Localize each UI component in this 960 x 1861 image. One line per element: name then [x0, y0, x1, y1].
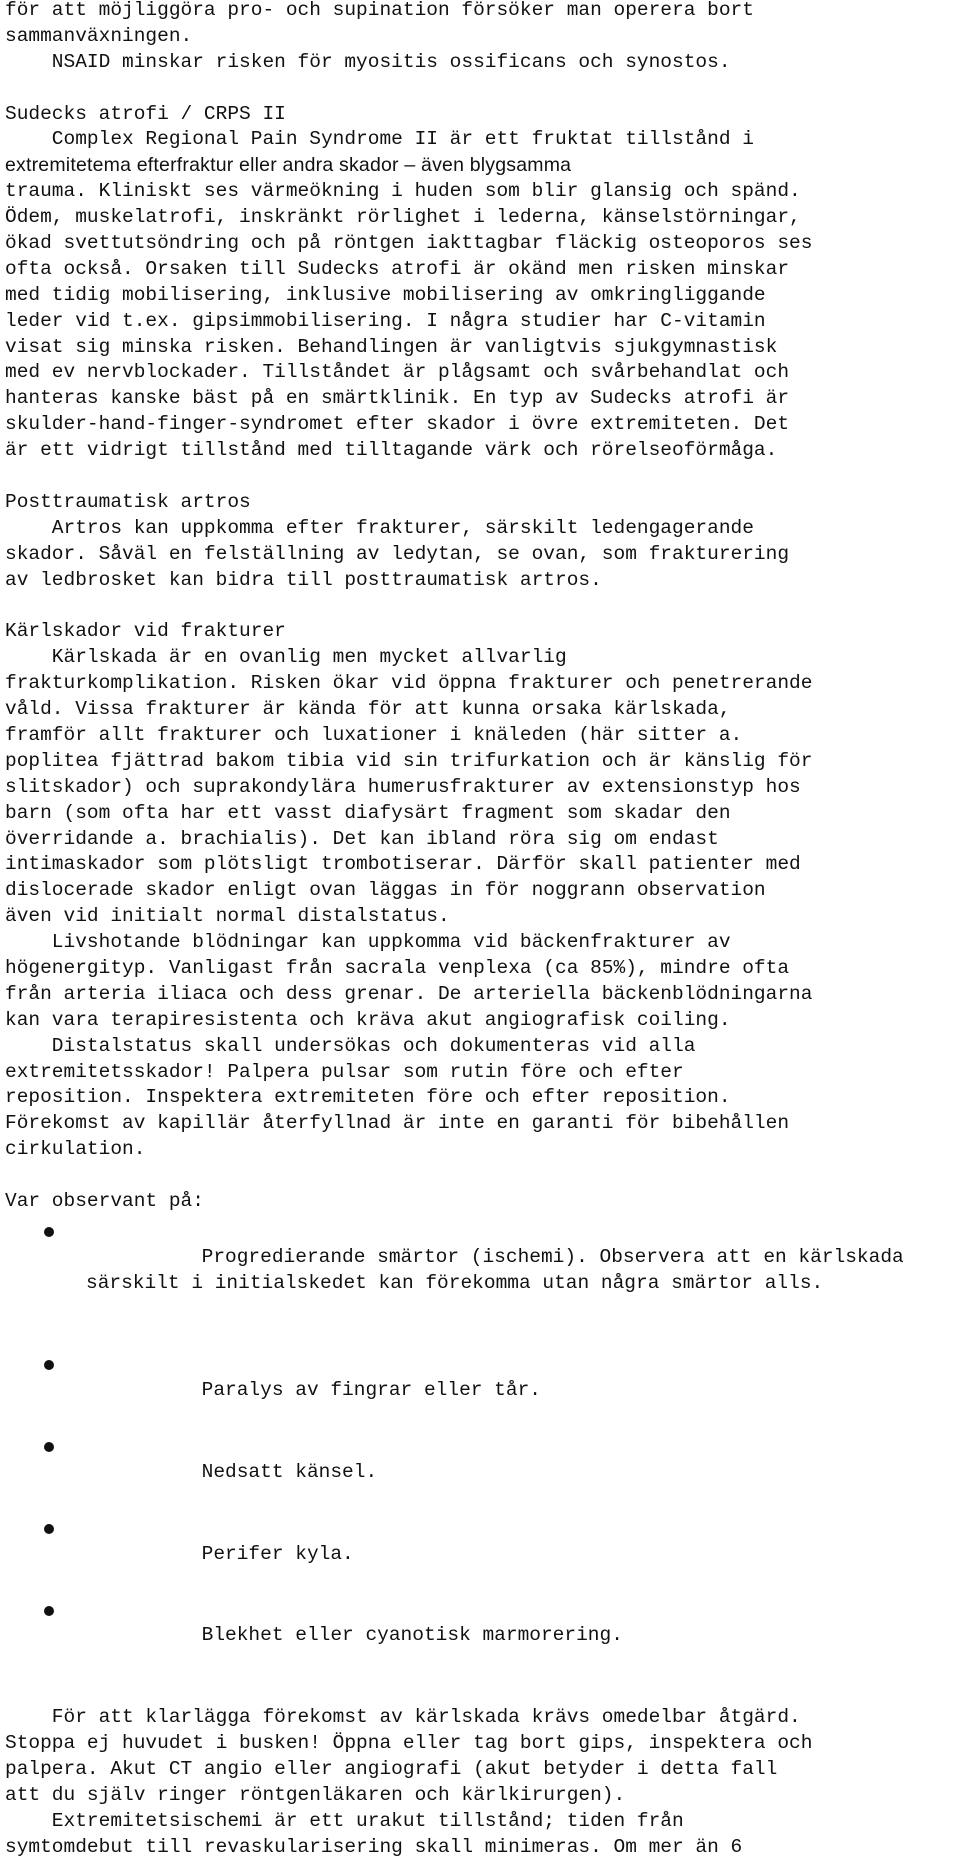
- paragraph-gap: [5, 1163, 955, 1189]
- paragraph-gap: [5, 593, 955, 619]
- text-line: även vid initialt normal distalstatus.: [5, 905, 450, 928]
- text-line: Complex Regional Pain Syndrome II är ett fruktat tillstånd i: [5, 128, 754, 151]
- text-line: våld. Vissa frakturer är kända för att kunna orsaka kärlskada,: [5, 698, 731, 721]
- bullet-icon: [44, 1227, 54, 1237]
- text-line: ökad svettutsöndring och på röntgen iakttagbar fläckig osteoporos ses: [5, 232, 813, 255]
- list-item-continuation: särskilt i initialskedet kan förekomma utan några smärtor alls.: [86, 1271, 824, 1294]
- text-line: sammanväxningen.: [5, 24, 193, 47]
- text-line: Artros kan uppkomma efter frakturer, särskilt ledengagerande: [5, 516, 754, 539]
- list-item-text: Nedsatt känsel.: [201, 1461, 378, 1484]
- section-heading: Var observant på:: [5, 1189, 204, 1212]
- section-sudeck: [5, 102, 955, 464]
- section-artros: [5, 490, 955, 594]
- text-line: Distalstatus skall undersökas och dokumenteras vid alla: [5, 1034, 696, 1057]
- bullet-list: [5, 1219, 955, 1675]
- text-line: extremitetema efterfraktur eller andra skador – även blygsamma: [5, 154, 572, 177]
- section-heading: Sudecks atrofi / CRPS II: [5, 102, 286, 125]
- section-observe: [5, 1189, 955, 1675]
- text-line: NSAID minskar risken för myositis ossificans och synostos.: [5, 50, 731, 73]
- text-line: slitskador) och suprakondylära humerusfrakturer av extensionstyp hos: [5, 775, 801, 798]
- bullet-icon: [44, 1524, 54, 1534]
- text-line: visat sig minska risken. Behandlingen är vanligtvis sjukgymnastisk: [5, 335, 778, 358]
- closing-paragraph: [5, 1705, 955, 1860]
- paragraph-gap: [5, 1679, 955, 1705]
- text-line: palpera. Akut CT angio eller angiografi (akut betyder i detta fall: [5, 1757, 778, 1780]
- list-item-text: Perifer kyla.: [201, 1542, 354, 1565]
- text-line: framför allt frakturer och luxationer i knäleden (här sitter a.: [5, 723, 743, 746]
- section-karlskador: [5, 619, 955, 1163]
- text-line: För att klarlägga förekomst av kärlskada krävs omedelbar åtgärd.: [5, 1706, 801, 1729]
- paragraph-gap: [5, 76, 955, 102]
- list-item: [5, 1219, 955, 1349]
- text-line: högenergityp. Vanligast från sacrala venplexa (ca 85%), mindre ofta: [5, 956, 790, 979]
- text-line: Stoppa ej huvudet i busken! Öppna eller tag bort gips, inspektera och: [5, 1732, 813, 1755]
- list-item: [5, 1598, 955, 1676]
- text-line: Kärlskada är en ovanlig men mycket allvarlig: [5, 646, 567, 669]
- list-item: [5, 1434, 955, 1512]
- text-line: dislocerade skador enligt ovan läggas in för noggrann observation: [5, 879, 766, 902]
- text-line: reposition. Inspektera extremiteten före och efter reposition.: [5, 1086, 731, 1109]
- text-line: extremitetsskador! Palpera pulsar som rutin före och efter: [5, 1060, 684, 1083]
- bullet-icon: [44, 1360, 54, 1370]
- list-item: [5, 1516, 955, 1594]
- text-line: Ödem, muskelatrofi, inskränkt rörlighet i lederna, känselstörningar,: [5, 206, 801, 229]
- text-line: med tidig mobilisering, inklusive mobilisering av omkringliggande: [5, 283, 766, 306]
- text-line: från arteria iliaca och dess grenar. De arteriella bäckenblödningarna: [5, 982, 813, 1005]
- list-item: [5, 1352, 955, 1430]
- list-item-text: Paralys av fingrar eller tår.: [201, 1379, 541, 1402]
- text-line: Livshotande blödningar kan uppkomma vid bäckenfrakturer av: [5, 931, 731, 954]
- intro-paragraph: [5, 0, 955, 76]
- text-line: poplitea fjättrad bakom tibia vid sin trifurkation och är känslig för: [5, 749, 813, 772]
- document-page: [5, 0, 955, 1861]
- list-item-text: Progredierande smärtor (ischemi). Observera att en kärlskada: [201, 1245, 904, 1268]
- text-line: barn (som ofta har ett vasst diafysärt fragment som skadar den: [5, 801, 731, 824]
- text-line: skador. Såväl en felställning av ledytan, se ovan, som frakturering: [5, 542, 790, 565]
- text-line: överridande a. brachialis). Det kan ibland röra sig om endast: [5, 827, 719, 850]
- text-line: leder vid t.ex. gipsimmobilisering. I några studier har C-vitamin: [5, 309, 766, 332]
- text-line: intimaskador som plötsligt trombotiserar. Därför skall patienter med: [5, 853, 801, 876]
- text-line: trauma. Kliniskt ses värmeökning i huden som blir glansig och spänd.: [5, 180, 801, 203]
- text-line: Extremitetsischemi är ett urakut tillstånd; tiden från: [5, 1809, 684, 1832]
- section-heading: Kärlskador vid frakturer: [5, 620, 286, 643]
- bullet-icon: [44, 1442, 54, 1452]
- text-line: skulder-hand-finger-syndromet efter skador i övre extremiteten. Det: [5, 413, 790, 436]
- bullet-icon: [44, 1606, 54, 1616]
- section-heading: Posttraumatisk artros: [5, 490, 251, 513]
- text-line: är ett vidrigt tillstånd med tilltagande värk och rörelseoförmåga.: [5, 439, 778, 462]
- paragraph-gap: [5, 464, 955, 490]
- text-line: cirkulation.: [5, 1138, 146, 1161]
- text-line: Förekomst av kapillär återfyllnad är inte en garanti för bibehållen: [5, 1112, 790, 1135]
- text-line: ofta också. Orsaken till Sudecks atrofi är okänd men risken minskar: [5, 257, 790, 280]
- text-line: med ev nervblockader. Tillståndet är plågsamt och svårbehandlat och: [5, 361, 790, 384]
- text-line: kan vara terapiresistenta och kräva akut angiografisk coiling.: [5, 1008, 731, 1031]
- text-line: för att möjliggöra pro- och supination försöker man operera bort: [5, 0, 754, 21]
- text-line: frakturkomplikation. Risken ökar vid öppna frakturer och penetrerande: [5, 672, 813, 695]
- text-line: symtomdebut till revaskularisering skall minimeras. Om mer än 6: [5, 1835, 743, 1858]
- text-line: att du själv ringer röntgenläkaren och kärlkirurgen).: [5, 1783, 626, 1806]
- text-line: hanteras kanske bäst på en smärtklinik. En typ av Sudecks atrofi är: [5, 387, 790, 410]
- text-line: av ledbrosket kan bidra till posttraumatisk artros.: [5, 568, 602, 591]
- list-item-text: Blekhet eller cyanotisk marmorering.: [201, 1624, 623, 1647]
